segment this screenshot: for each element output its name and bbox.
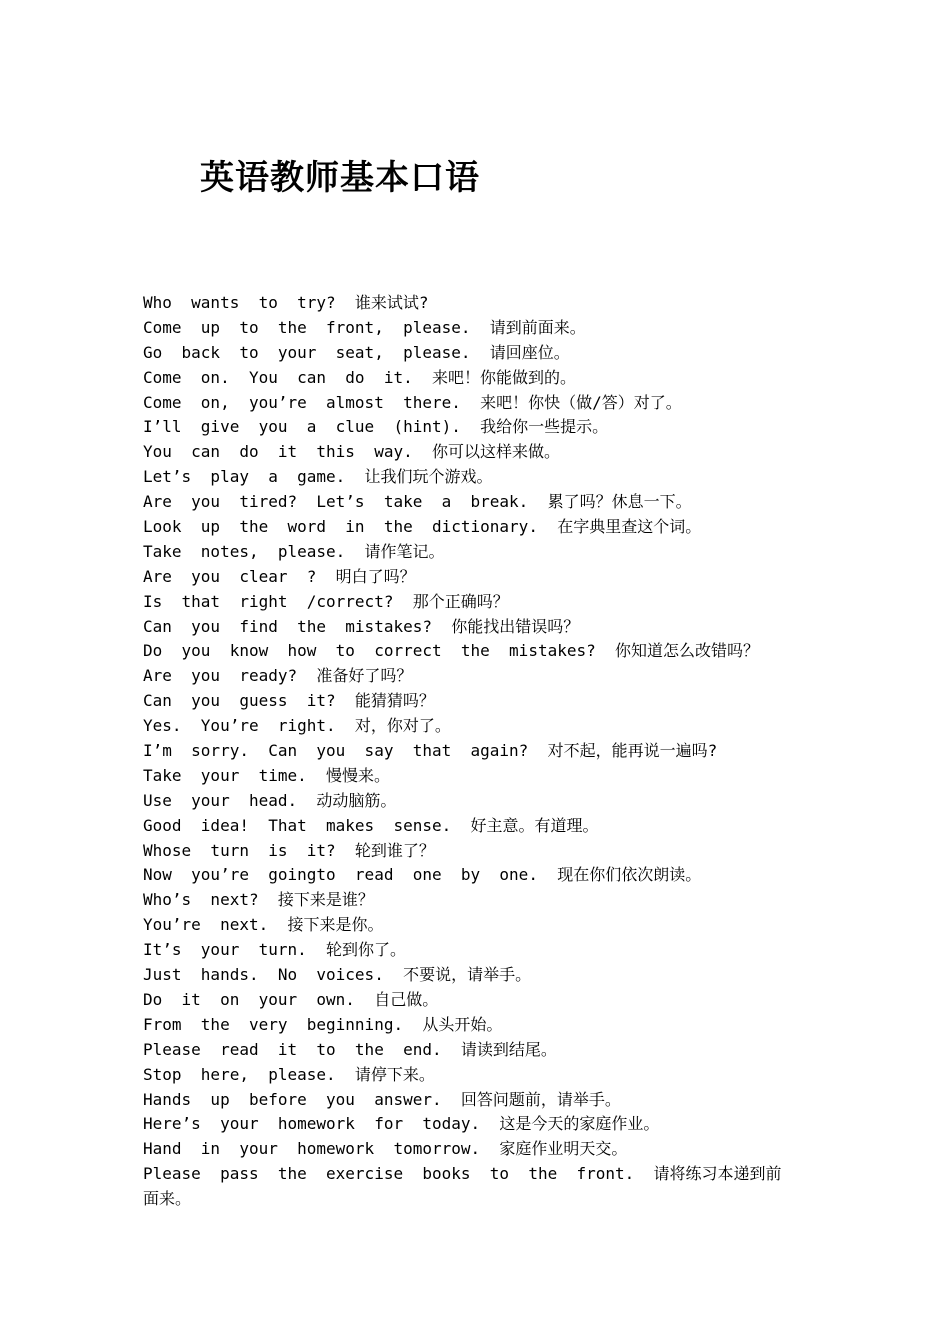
phrase-line: Is that right /correct? 那个正确吗？	[143, 591, 509, 611]
phrase-line: Do you know how to correct the mistakes? 你知道怎么改错吗？	[143, 641, 760, 661]
phrase-line: I’m sorry. Can you say that again? 对不起，能再说一遍吗?	[143, 741, 718, 761]
phrase-line: Come on. You can do it. 来吧！你能做到的。	[143, 367, 576, 387]
phrase-line: Please pass the exercise books to the front. 请将练习本递到前	[143, 1164, 782, 1184]
phrase-line: Go back to your seat, please. 请回座位。	[143, 342, 570, 362]
phrase-line: Hand in your homework tomorrow. 家庭作业明天交。	[143, 1139, 628, 1159]
phrase-line: From the very beginning. 从头开始。	[143, 1014, 503, 1034]
phrase-line: Whose turn is it? 轮到谁了？	[143, 840, 435, 860]
phrase-line: I’ll give you a clue (hint). 我给你一些提示。	[143, 417, 609, 437]
phrase-line: Who wants to try? 谁来试试?	[143, 293, 429, 312]
phrase-line: Can you guess it? 能猜猜吗？	[143, 691, 435, 711]
phrase-line: Take your time. 慢慢来。	[143, 765, 391, 785]
phrase-line: Just hands. No voices. 不要说，请举手。	[143, 965, 532, 985]
phrase-line: Please read it to the end. 请读到结尾。	[143, 1039, 557, 1059]
phrase-list	[143, 291, 813, 1212]
phrase-line: Look up the word in the dictionary. 在字典里查这个词。	[143, 517, 702, 537]
phrase-line: Are you clear ? 明白了吗？	[143, 566, 416, 586]
document-title: 英语教师基本口语	[200, 158, 480, 198]
phrase-line: It’s your turn. 轮到你了。	[143, 940, 407, 960]
phrase-line: Who’s next? 接下来是谁？	[143, 890, 374, 910]
phrase-line: Let’s play a game. 让我们玩个游戏。	[143, 467, 493, 487]
phrase-line: Good idea! That makes sense. 好主意。有道理。	[143, 815, 599, 835]
phrase-line: 面来。	[143, 1189, 192, 1209]
phrase-line: Are you tired? Let’s take a break. 累了吗？休息一下。	[143, 492, 692, 512]
phrase-line: Can you find the mistakes? 你能找出错误吗？	[143, 616, 580, 636]
phrase-line: Come on, you’re almost there. 来吧！你快（做/答）对了。	[143, 392, 682, 412]
phrase-line: Hands up before you answer. 回答问题前，请举手。	[143, 1089, 621, 1109]
phrase-line: Are you ready? 准备好了吗？	[143, 666, 413, 686]
phrase-line: Use your head. 动动脑筋。	[143, 790, 397, 810]
phrase-line: Take notes, please. 请作笔记。	[143, 541, 445, 561]
phrase-line: Do it on your own. 自己做。	[143, 989, 439, 1009]
phrase-line: Yes. You’re right. 对，你对了。	[143, 716, 451, 736]
phrase-line: Come up to the front, please. 请到前面来。	[143, 317, 586, 337]
phrase-line: Stop here, please. 请停下来。	[143, 1064, 435, 1084]
phrase-line: You can do it this way. 你可以这样来做。	[143, 442, 560, 462]
phrase-line: Now you’re goingto read one by one. 现在你们依次朗读。	[143, 865, 702, 885]
phrase-line: You’re next. 接下来是你。	[143, 915, 384, 935]
phrase-line: Here’s your homework for today. 这是今天的家庭作业。	[143, 1114, 660, 1134]
